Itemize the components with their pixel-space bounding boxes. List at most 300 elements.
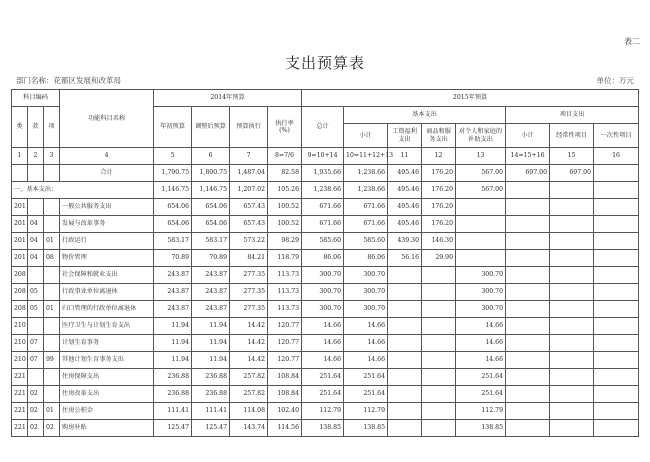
value-cell <box>506 318 550 335</box>
value-cell: 243.87 <box>192 301 230 318</box>
value-cell: 657.43 <box>230 216 268 233</box>
value-cell <box>422 284 456 301</box>
index-cell: 8=7/6 <box>268 148 302 165</box>
value-cell: 495.46 <box>388 199 422 216</box>
table-row <box>12 284 639 301</box>
table-row <box>12 250 639 267</box>
xiang-cell <box>44 199 60 216</box>
value-cell <box>456 216 506 233</box>
index-cell: 10=11+12+13 <box>344 148 388 165</box>
value-cell: 654.06 <box>192 199 230 216</box>
value-cell <box>422 352 456 369</box>
index-cell: 11 <box>388 148 422 165</box>
value-cell <box>506 250 550 267</box>
value-cell: 300.70 <box>456 267 506 284</box>
value-cell <box>550 216 594 233</box>
value-cell <box>456 250 506 267</box>
value-cell <box>594 267 639 284</box>
value-cell <box>594 182 639 199</box>
value-cell <box>594 318 639 335</box>
value-cell: 1,146.75 <box>192 182 230 199</box>
value-cell: 236.88 <box>192 369 230 386</box>
value-cell: 1,238.66 <box>344 165 388 182</box>
value-cell: 671.66 <box>344 199 388 216</box>
value-cell: 495.46 <box>388 165 422 182</box>
value-cell: 257.82 <box>230 369 268 386</box>
value-cell: 251.64 <box>302 386 344 403</box>
value-cell: 300.70 <box>456 301 506 318</box>
value-cell: 176.20 <box>422 199 456 216</box>
value-cell: 120.77 <box>268 318 302 335</box>
value-cell: 495.46 <box>388 182 422 199</box>
value-cell: 14.66 <box>456 352 506 369</box>
lei-cell: 201 <box>12 250 28 267</box>
kuan-cell: 05 <box>28 301 44 318</box>
value-cell: 654.06 <box>154 199 192 216</box>
value-cell <box>550 352 594 369</box>
basic-expense-header: 基本支出 <box>344 107 506 124</box>
lei-cell: 208 <box>12 267 28 284</box>
value-cell: 14.42 <box>230 335 268 352</box>
value-cell: 495.46 <box>388 216 422 233</box>
value-cell: 11.94 <box>154 335 192 352</box>
kuan-cell: 02 <box>28 403 44 420</box>
subject-name-cell: 医疗卫生与计划生育支出 <box>60 318 154 335</box>
exec-rate-header: 执行率(%) <box>268 107 302 148</box>
value-cell: 1,207.02 <box>230 182 268 199</box>
value-cell: 138.85 <box>344 420 388 437</box>
lei-cell: 221 <box>12 369 28 386</box>
value-cell: 654.06 <box>192 216 230 233</box>
value-cell: 146.30 <box>422 233 456 250</box>
value-cell <box>550 284 594 301</box>
value-cell: 11.94 <box>154 318 192 335</box>
value-cell: 243.87 <box>154 284 192 301</box>
value-cell: 243.87 <box>154 301 192 318</box>
value-cell <box>506 335 550 352</box>
value-cell: 120.77 <box>268 335 302 352</box>
kuan-cell <box>28 199 44 216</box>
value-cell: 176.20 <box>422 182 456 199</box>
lei-cell: 221 <box>12 420 28 437</box>
budget-2015-header: 2015年预算 <box>302 90 639 107</box>
kuan-cell: 07 <box>28 335 44 352</box>
value-cell <box>594 250 639 267</box>
value-cell: 243.87 <box>154 267 192 284</box>
value-cell <box>594 352 639 369</box>
onetime-project-header: 一次性项目 <box>594 124 639 148</box>
index-cell: 7 <box>230 148 268 165</box>
table-row <box>12 318 639 335</box>
value-cell: 671.66 <box>302 199 344 216</box>
value-cell: 439.30 <box>388 233 422 250</box>
subject-name-cell: 住房改革支出 <box>60 386 154 403</box>
value-cell: 86.06 <box>344 250 388 267</box>
value-cell <box>550 318 594 335</box>
value-cell: 251.64 <box>456 369 506 386</box>
lei-cell <box>12 165 28 182</box>
xiang-header: 项 <box>44 107 60 148</box>
value-cell <box>506 403 550 420</box>
value-cell <box>506 267 550 284</box>
value-cell: 84.21 <box>230 250 268 267</box>
value-cell: 112.79 <box>344 403 388 420</box>
project-expense-header: 项目支出 <box>506 107 639 124</box>
value-cell: 113.73 <box>268 284 302 301</box>
value-cell: 657.43 <box>230 199 268 216</box>
subject-name-cell: 其他计划生育事务支出 <box>60 352 154 369</box>
value-cell: 114.56 <box>268 420 302 437</box>
recurring-project-header: 经常性项目 <box>550 124 594 148</box>
value-cell: 82.58 <box>268 165 302 182</box>
xiang-cell <box>44 369 60 386</box>
value-cell: 277.35 <box>230 267 268 284</box>
value-cell <box>506 182 550 199</box>
value-cell <box>594 386 639 403</box>
value-cell: 118.79 <box>268 250 302 267</box>
page-title: 支出预算表 <box>284 54 365 72</box>
value-cell <box>594 301 639 318</box>
value-cell: 1,238.66 <box>344 182 388 199</box>
value-cell: 100.52 <box>268 216 302 233</box>
index-cell: 5 <box>154 148 192 165</box>
value-cell <box>388 386 422 403</box>
xiang-cell: 02 <box>44 420 60 437</box>
index-cell: 16 <box>594 148 639 165</box>
subject-name-header: 功能科目名称 <box>60 90 154 148</box>
adjusted-budget-header: 调整后预算 <box>192 107 230 148</box>
value-cell: 11.94 <box>154 352 192 369</box>
value-cell: 671.66 <box>302 216 344 233</box>
value-cell <box>594 335 639 352</box>
lei-cell: 210 <box>12 335 28 352</box>
table-row <box>12 335 639 352</box>
value-cell: 120.77 <box>268 352 302 369</box>
value-cell <box>506 216 550 233</box>
value-cell: 257.82 <box>230 386 268 403</box>
subject-name-cell: 一般公共服务支出 <box>60 199 154 216</box>
value-cell: 251.64 <box>344 386 388 403</box>
subject-name-cell: 物价管理 <box>60 250 154 267</box>
subject-name-cell: 计划生育事务 <box>60 335 154 352</box>
value-cell <box>594 403 639 420</box>
index-cell: 3 <box>44 148 60 165</box>
value-cell <box>456 233 506 250</box>
value-cell <box>506 420 550 437</box>
value-cell: 113.73 <box>268 301 302 318</box>
value-cell <box>550 335 594 352</box>
value-cell <box>422 318 456 335</box>
value-cell: 11.94 <box>192 318 230 335</box>
value-cell: 697.00 <box>506 165 550 182</box>
value-cell: 573.22 <box>230 233 268 250</box>
lei-header: 类 <box>12 107 28 148</box>
value-cell: 70.89 <box>192 250 230 267</box>
subject-name-cell: 行政事业单位离退休 <box>60 284 154 301</box>
value-cell: 583.17 <box>192 233 230 250</box>
value-cell: 1,238.66 <box>302 182 344 199</box>
value-cell: 1,146.75 <box>154 182 192 199</box>
value-cell <box>506 352 550 369</box>
value-cell: 14.66 <box>344 335 388 352</box>
value-cell: 236.88 <box>154 386 192 403</box>
value-cell: 14.66 <box>302 335 344 352</box>
xiang-cell <box>44 216 60 233</box>
value-cell <box>388 403 422 420</box>
subject-name-cell: 发展与改革事务 <box>60 216 154 233</box>
value-cell: 1,800.75 <box>192 165 230 182</box>
budget-2014-header: 2014年预算 <box>154 90 302 107</box>
kuan-header: 款 <box>28 107 44 148</box>
initial-budget-header: 年初预算 <box>154 107 192 148</box>
value-cell <box>550 386 594 403</box>
value-cell <box>594 165 639 182</box>
lei-cell: 201 <box>12 216 28 233</box>
value-cell: 14.42 <box>230 352 268 369</box>
value-cell: 236.88 <box>192 386 230 403</box>
value-cell: 176.20 <box>422 165 456 182</box>
value-cell <box>594 284 639 301</box>
value-cell: 236.88 <box>154 369 192 386</box>
lei-cell: 208 <box>12 301 28 318</box>
value-cell: 108.84 <box>268 369 302 386</box>
xiang-cell: 01 <box>44 233 60 250</box>
value-cell <box>388 352 422 369</box>
value-cell: 105.26 <box>268 182 302 199</box>
value-cell: 300.70 <box>302 301 344 318</box>
table-row <box>12 369 639 386</box>
table-row <box>12 352 639 369</box>
xiang-cell <box>44 267 60 284</box>
kuan-cell <box>28 267 44 284</box>
value-cell: 697.00 <box>550 165 594 182</box>
value-cell: 70.89 <box>154 250 192 267</box>
executed-budget-header: 预算执行 <box>230 107 268 148</box>
value-cell: 14.66 <box>344 318 388 335</box>
value-cell: 243.87 <box>192 267 230 284</box>
value-cell: 671.66 <box>344 216 388 233</box>
xiang-cell: 01 <box>44 403 60 420</box>
xiang-cell: 08 <box>44 250 60 267</box>
table-row <box>12 267 639 284</box>
value-cell: 567.00 <box>456 165 506 182</box>
kuan-cell: 02 <box>28 386 44 403</box>
value-cell: 300.70 <box>344 301 388 318</box>
value-cell: 56.16 <box>388 250 422 267</box>
value-cell <box>550 301 594 318</box>
value-cell: 112.79 <box>302 403 344 420</box>
lei-cell: 221 <box>12 403 28 420</box>
xiang-cell: 01 <box>44 301 60 318</box>
value-cell: 143.74 <box>230 420 268 437</box>
subject-name-cell: 住房保障支出 <box>60 369 154 386</box>
value-cell: 251.64 <box>344 369 388 386</box>
subject-name-cell: 社会保障和就业支出 <box>60 267 154 284</box>
index-cell: 2 <box>28 148 44 165</box>
table-row <box>12 301 639 318</box>
project-subtotal-header: 小计 <box>506 124 550 148</box>
kuan-cell <box>28 165 44 182</box>
value-cell <box>422 335 456 352</box>
value-cell <box>456 199 506 216</box>
value-cell <box>506 199 550 216</box>
section-label-cell: 一、基本支出： <box>12 182 154 199</box>
value-cell <box>506 369 550 386</box>
value-cell <box>422 386 456 403</box>
index-cell: 1 <box>12 148 28 165</box>
value-cell: 300.70 <box>344 284 388 301</box>
total-header: 总计 <box>302 107 344 148</box>
value-cell <box>506 301 550 318</box>
kuan-cell: 04 <box>28 250 44 267</box>
value-cell <box>388 284 422 301</box>
value-cell: 583.17 <box>154 233 192 250</box>
value-cell <box>506 386 550 403</box>
value-cell <box>388 335 422 352</box>
value-cell: 111.41 <box>154 403 192 420</box>
index-cell: 9=10+14 <box>302 148 344 165</box>
value-cell <box>594 216 639 233</box>
value-cell: 585.60 <box>344 233 388 250</box>
value-cell: 114.08 <box>230 403 268 420</box>
xiang-cell <box>44 284 60 301</box>
xiang-cell <box>44 318 60 335</box>
subject-name-cell: 行政运行 <box>60 233 154 250</box>
value-cell: 98.29 <box>268 233 302 250</box>
value-cell: 112.79 <box>456 403 506 420</box>
value-cell: 14.66 <box>302 318 344 335</box>
value-cell <box>506 233 550 250</box>
xiang-cell <box>44 165 60 182</box>
value-cell: 111.41 <box>192 403 230 420</box>
value-cell <box>550 369 594 386</box>
index-cell: 14=15+16 <box>506 148 550 165</box>
xiang-cell: 99 <box>44 352 60 369</box>
index-cell: 6 <box>192 148 230 165</box>
value-cell: 138.85 <box>456 420 506 437</box>
value-cell: 1,790.75 <box>154 165 192 182</box>
value-cell <box>594 199 639 216</box>
table-row <box>12 216 639 233</box>
value-cell: 125.47 <box>154 420 192 437</box>
value-cell <box>422 369 456 386</box>
lei-cell: 210 <box>12 318 28 335</box>
value-cell: 14.66 <box>456 318 506 335</box>
value-cell <box>388 301 422 318</box>
basic-subtotal-header: 小计 <box>344 124 388 148</box>
value-cell <box>388 318 422 335</box>
value-cell: 176.20 <box>422 216 456 233</box>
kuan-cell: 05 <box>28 284 44 301</box>
xiang-cell <box>44 335 60 352</box>
value-cell: 108.84 <box>268 386 302 403</box>
value-cell: 14.42 <box>230 318 268 335</box>
value-cell: 11.94 <box>192 335 230 352</box>
index-cell: 15 <box>550 148 594 165</box>
value-cell <box>388 420 422 437</box>
index-cell: 4 <box>60 148 154 165</box>
value-cell: 300.70 <box>302 284 344 301</box>
subject-name-cell: 购房补贴 <box>60 420 154 437</box>
value-cell: 251.64 <box>456 386 506 403</box>
lei-cell: 221 <box>12 386 28 403</box>
value-cell <box>594 233 639 250</box>
table-row <box>12 420 639 437</box>
subsidy-header: 对个人和家庭的补助支出 <box>456 124 506 148</box>
value-cell <box>422 403 456 420</box>
value-cell <box>422 420 456 437</box>
value-cell: 567.00 <box>456 182 506 199</box>
kuan-cell: 04 <box>28 233 44 250</box>
value-cell <box>422 267 456 284</box>
value-cell: 14.66 <box>456 335 506 352</box>
value-cell: 102.40 <box>268 403 302 420</box>
value-cell <box>550 182 594 199</box>
lei-cell: 210 <box>12 352 28 369</box>
value-cell: 113.73 <box>268 267 302 284</box>
subject-name-cell: 归口管理的行政单位离退休 <box>60 301 154 318</box>
value-cell: 277.35 <box>230 284 268 301</box>
value-cell: 11.94 <box>192 352 230 369</box>
subject-code-header: 科目编码 <box>12 90 60 107</box>
subject-name-cell: 住房公积金 <box>60 403 154 420</box>
value-cell: 14.66 <box>344 352 388 369</box>
table-row <box>12 182 639 199</box>
goods-services-header: 商品和服务支出 <box>422 124 456 148</box>
value-cell: 300.70 <box>456 284 506 301</box>
lei-cell: 201 <box>12 233 28 250</box>
table-row <box>12 199 639 216</box>
value-cell: 654.06 <box>154 216 192 233</box>
value-cell: 277.35 <box>230 301 268 318</box>
kuan-cell <box>28 318 44 335</box>
table-row <box>12 233 639 250</box>
table-row <box>12 165 639 182</box>
column-index-row <box>12 148 639 165</box>
kuan-cell: 04 <box>28 216 44 233</box>
value-cell: 251.64 <box>302 369 344 386</box>
value-cell <box>550 420 594 437</box>
value-cell <box>422 301 456 318</box>
value-cell: 300.70 <box>302 267 344 284</box>
index-cell: 12 <box>422 148 456 165</box>
kuan-cell: 02 <box>28 420 44 437</box>
value-cell <box>506 284 550 301</box>
value-cell <box>594 420 639 437</box>
department-name: 部门名称：花都区发展和改革局 <box>16 76 121 85</box>
value-cell: 14.66 <box>302 352 344 369</box>
table-number-label: 表二 <box>624 37 640 46</box>
value-cell: 1,487.04 <box>230 165 268 182</box>
value-cell: 29.90 <box>422 250 456 267</box>
table-row <box>12 403 639 420</box>
value-cell <box>388 267 422 284</box>
value-cell: 243.87 <box>192 284 230 301</box>
xiang-cell <box>44 386 60 403</box>
index-cell: 13 <box>456 148 506 165</box>
value-cell <box>388 369 422 386</box>
kuan-cell <box>28 369 44 386</box>
lei-cell: 201 <box>12 199 28 216</box>
value-cell: 300.70 <box>344 267 388 284</box>
unit-label: 单位：万元 <box>596 76 634 85</box>
lei-cell: 208 <box>12 284 28 301</box>
value-cell: 100.52 <box>268 199 302 216</box>
value-cell <box>550 233 594 250</box>
value-cell: 125.47 <box>192 420 230 437</box>
value-cell: 138.85 <box>302 420 344 437</box>
kuan-cell: 07 <box>28 352 44 369</box>
